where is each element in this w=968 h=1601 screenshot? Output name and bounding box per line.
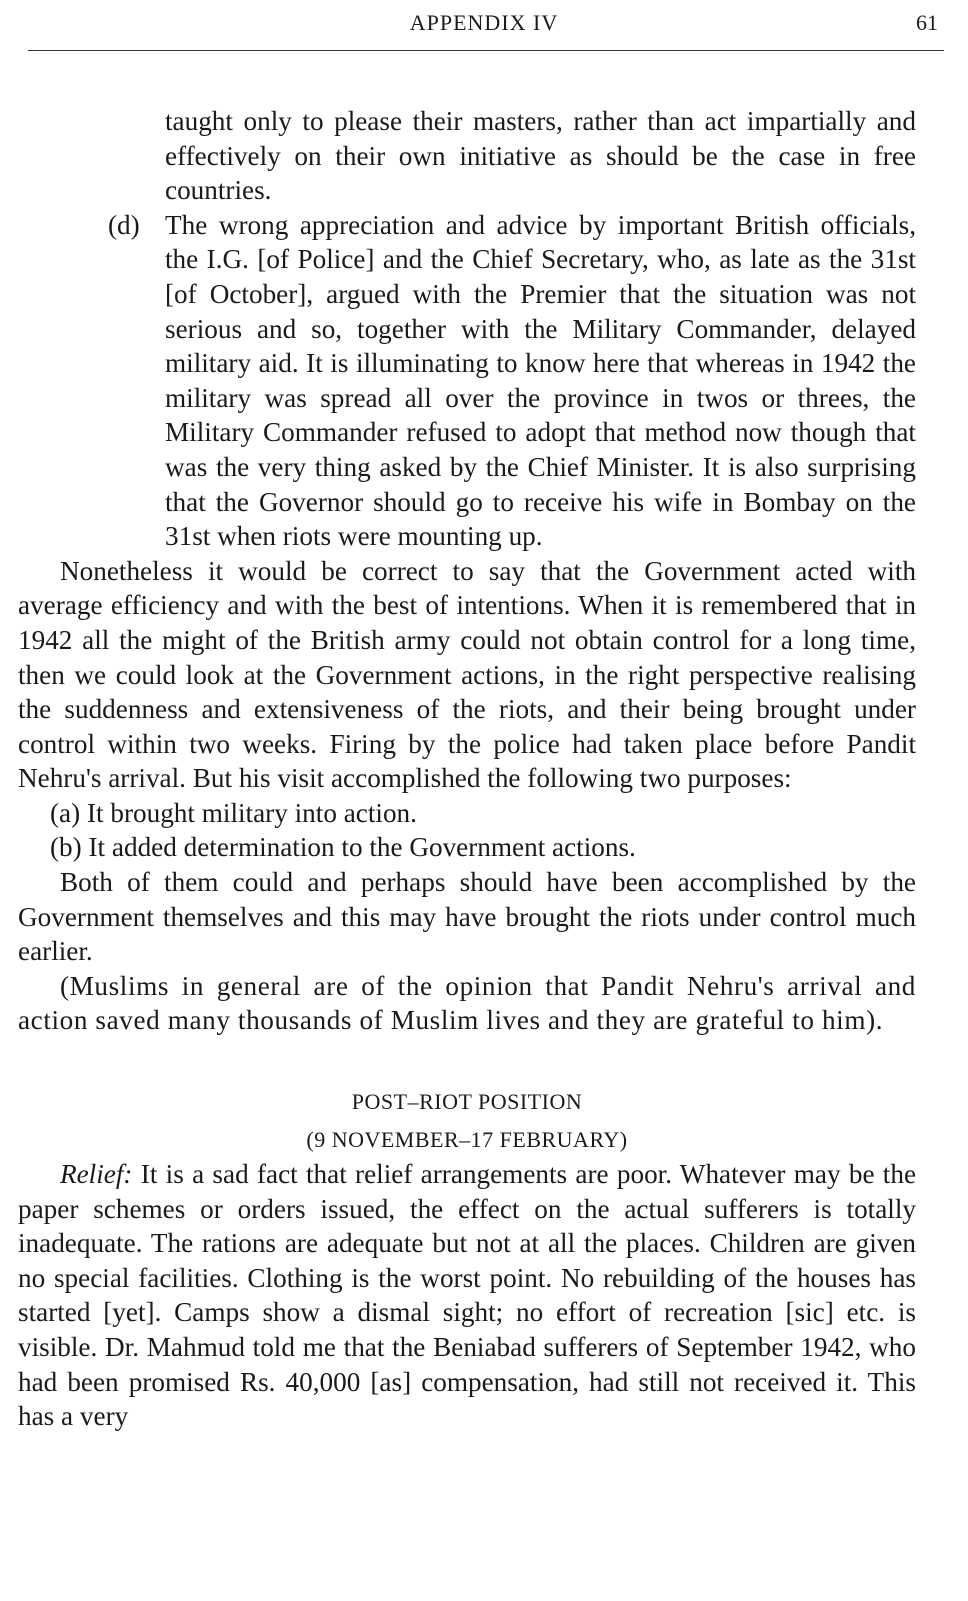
purpose-item-b: (b) It added determination to the Government actions.	[50, 832, 636, 863]
list-item-d-text: The wrong appreciation and advice by important British officials, the I.G. [of Police] and the Chief Secretary, who, as late as the 31st [of October], argued with the Premier that the situation was not serious and so, together with the Military Commander, delayed military aid. It is illuminating to know here that whereas in 1942 the military was spread all over the province in twos or threes, the Military Commander refused to adopt that method now though that was the very thing asked by the Chief Minister. It is also surprising that the Governor should go to receive his wife in Bombay on the 31st when riots were mounting up.	[165, 209, 916, 552]
list-item-d	[18, 208, 916, 554]
relief-label: Relief:	[60, 1159, 133, 1190]
running-header	[28, 8, 940, 40]
paragraph-nonetheless: Nonetheless it would be correct to say that the Government acted with average efficiency and with the best of intentions. When it is remembered that in 1942 all the might of the British army could not obtain control for a long time, then we could look at the Government actions, in the right perspective realising the suddenness and extensiveness of the riots, and their being brought under control within two weeks. Firing by the police had taken place before Pandit Nehru's arrival. But his visit accomplished the following two purposes:	[18, 555, 916, 794]
paragraph-relief	[18, 1157, 916, 1434]
section-heading: POST–RIOT POSITION	[351, 1089, 583, 1115]
relief-text: It is a sad fact that relief arrangements are poor. Whatever may be the paper schemes or orders issued, the effect on the actual sufferers is totally inadequate. The rations are adequate but not at all the places. Children are given no special facilities. Clothing is the worst point. No rebuilding of the houses has started [yet]. Camps show a dismal sight; no effort of recreation [sic] etc. is visible. Dr. Mahmud told me that the Beniabad sufferers of September 1942, who had been promised Rs. 40,000 [as] compensation, had still not received it. This has a very	[18, 1159, 917, 1432]
body-text	[18, 104, 916, 1434]
list-marker-d: (d)	[108, 209, 140, 240]
header-title: APPENDIX IV	[409, 10, 559, 35]
continuation-paragraph: taught only to please their masters, rather than act impartially and effectively on their own initiative as should be the case in free countries.	[165, 106, 916, 206]
purpose-item-a: (a) It brought military into action.	[50, 797, 417, 828]
header-rule	[28, 50, 944, 51]
page-number: 61	[916, 10, 938, 35]
section-dates: (9 NOVEMBER–17 FEBRUARY)	[306, 1127, 628, 1153]
paragraph-both: Both of them could and perhaps should have been accomplished by the Government themselves and this may have brought the riots under control much earlier.	[18, 867, 916, 967]
paragraph-muslims: (Muslims in general are of the opinion that Pandit Nehru's arrival and action saved many thousands of Muslim lives and they are grateful to him).	[18, 970, 916, 1036]
